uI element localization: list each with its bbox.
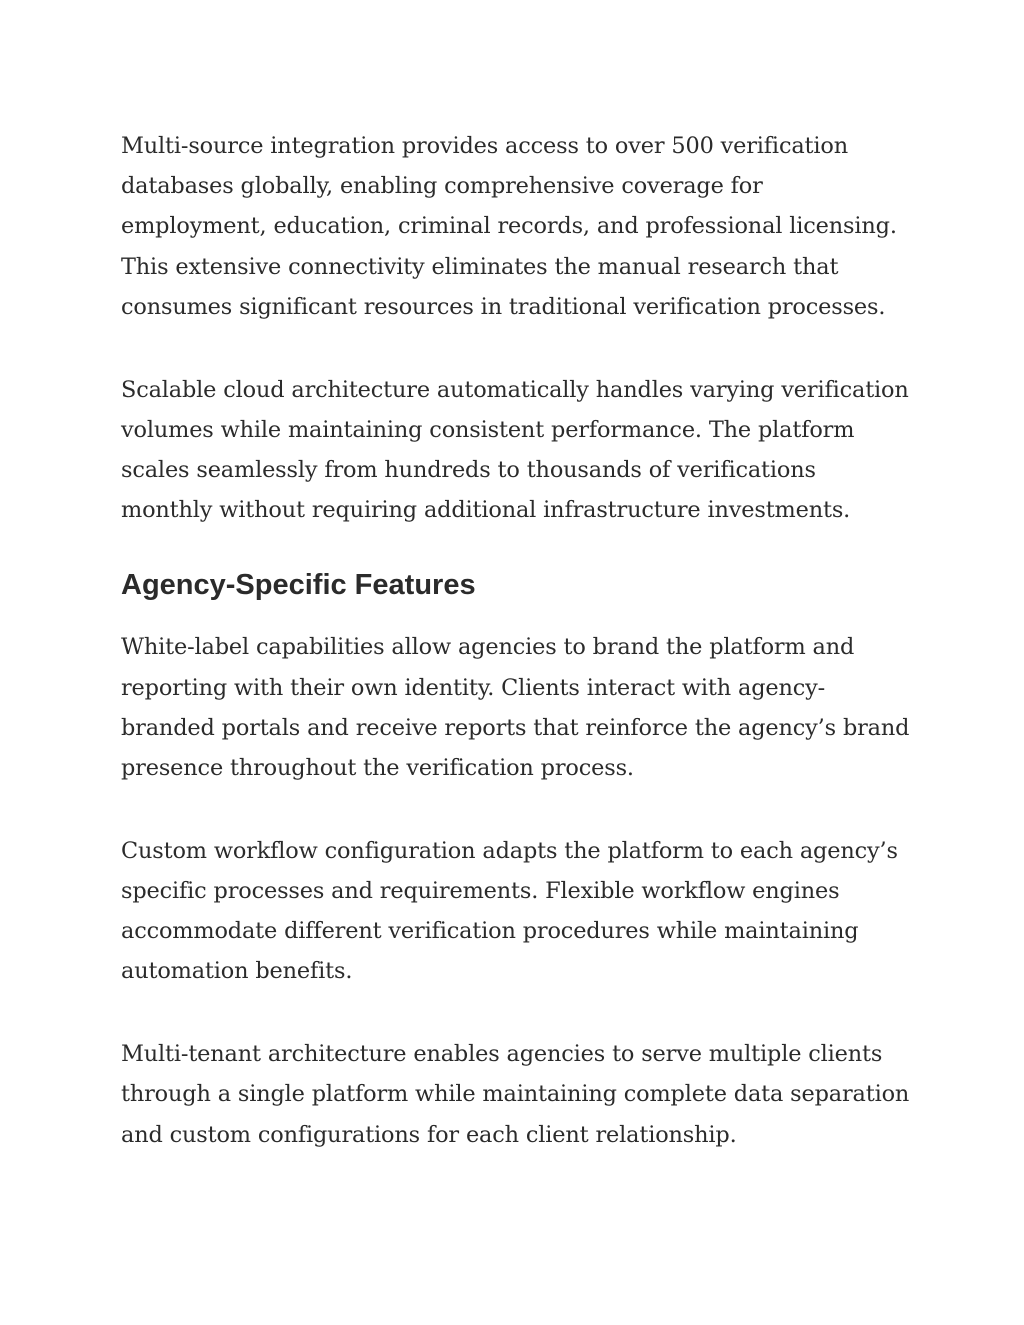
paragraph-white-label: White-label capabilities allow agencies to brand the platform and reporting with their own identity. Clients interact with agency-branded portals and receive reports that reinforce the agency’s brand presence throughout the verification process.: [121, 634, 910, 782]
document-body: [121, 126, 911, 1155]
paragraph-custom-workflow: Custom workflow configuration adapts the platform to each agency’s specific processes and requirements. Flexible workflow engines accommodate different verification procedures while maintaining automation benefits.: [121, 837, 898, 985]
paragraph-multi-source-integration: Multi-source integration provides access to over 500 verification databases globally, enabling comprehensive coverage for employment, education, criminal records, and professional licensing. This extensive connectivity eliminates the manual research that consumes significant resources in traditional verification processes.: [121, 133, 897, 320]
paragraph-multi-tenant: Multi-tenant architecture enables agencies to serve multiple clients through a single platform while maintaining complete data separation and custom configurations for each client relationship.: [121, 1041, 910, 1148]
section-heading: Agency-Specific Features: [121, 569, 476, 602]
paragraph-scalable-cloud-architecture: Scalable cloud architecture automatically handles varying verification volumes while maintaining consistent performance. The platform scales seamlessly from hundreds to thousands of verifications monthly without requiring additional infrastructure investments.: [121, 376, 909, 524]
